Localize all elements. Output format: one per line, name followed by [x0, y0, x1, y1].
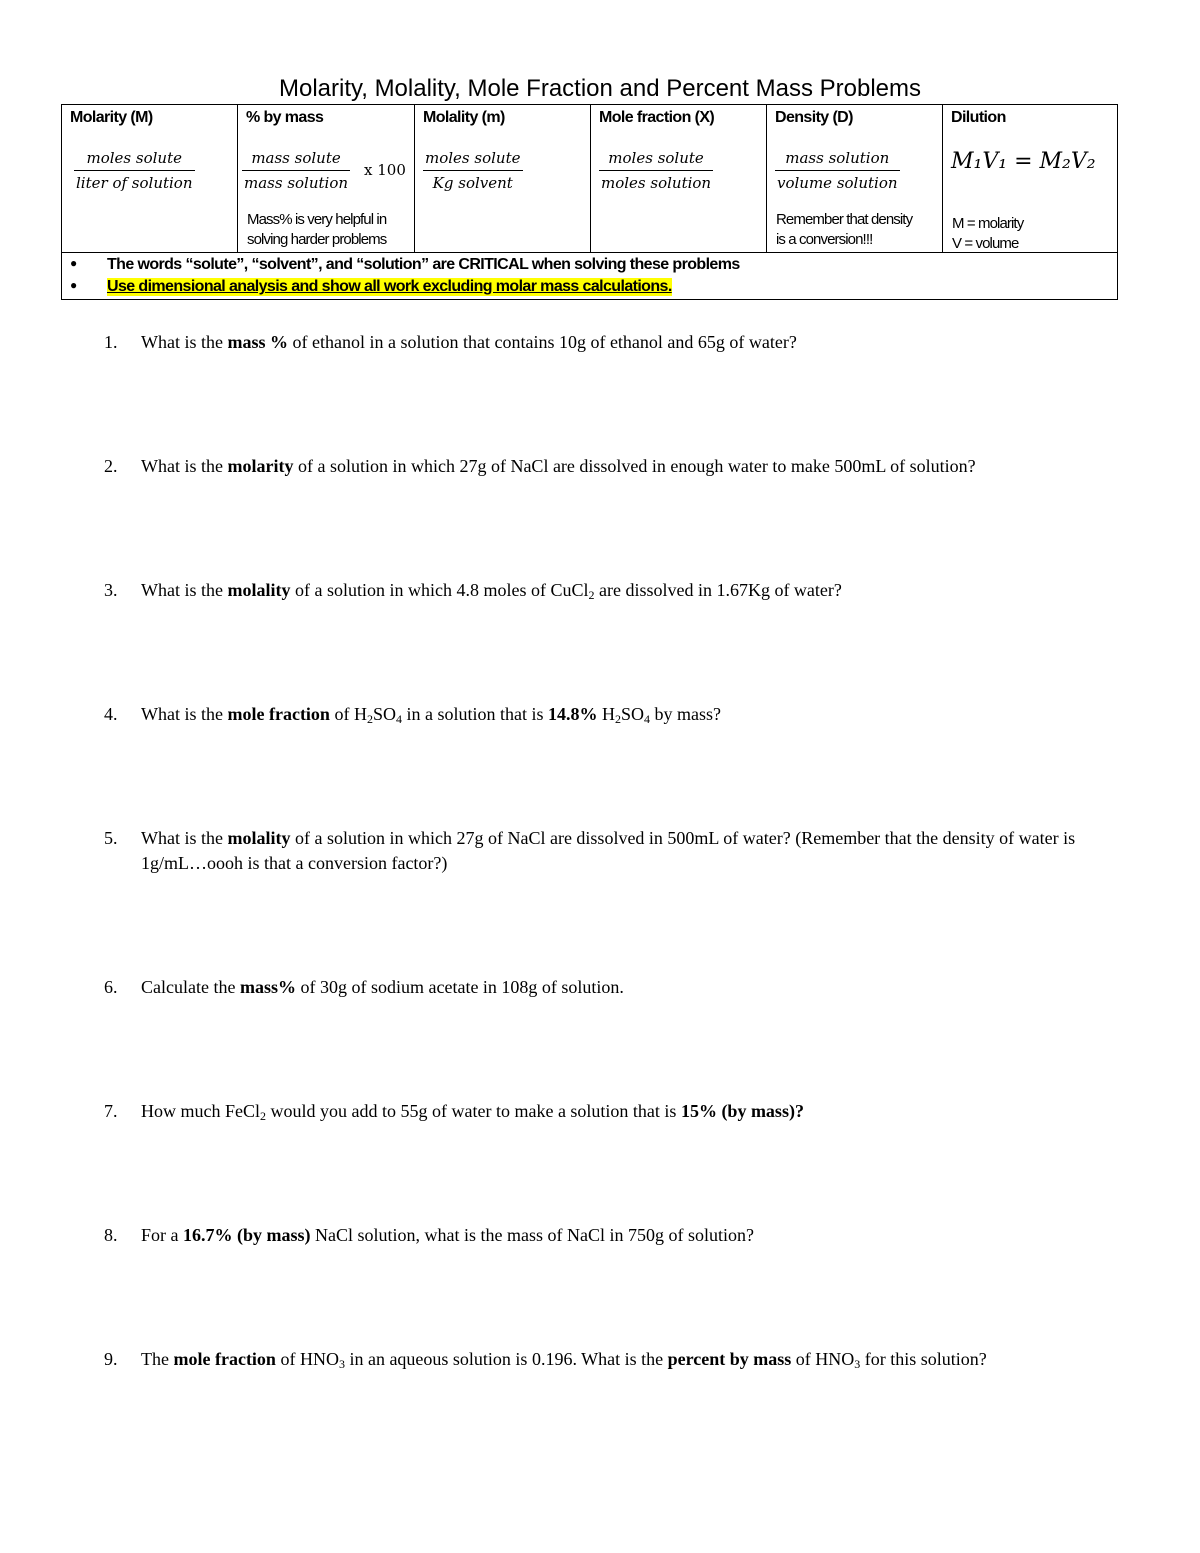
mole-fraction-header: Mole fraction (X)	[599, 109, 715, 126]
dilution-right: M₂V₂	[1039, 149, 1096, 174]
question-number: 1.	[104, 332, 118, 352]
mole-fraction-numerator: moles solute	[608, 149, 704, 167]
molality-numerator: moles solute	[425, 149, 521, 167]
question-number: 5.	[104, 828, 118, 848]
density-numerator: mass solution	[785, 149, 890, 167]
formula-table	[61, 104, 1118, 253]
question-number: 7.	[104, 1101, 118, 1121]
mole-fraction-formula	[599, 149, 713, 192]
tip-text-highlighted: Use dimensional analysis and show all work excluding molar mass calculations.	[107, 278, 672, 295]
density-note-line2: is a conversion!!!	[776, 231, 873, 248]
tip-text: The words “solute”, “solvent”, and “solution” are CRITICAL when solving these problems	[107, 256, 740, 273]
bullet-icon: ●	[70, 278, 77, 292]
molarity-header: Molarity (M)	[70, 109, 153, 126]
percent-mass-note-line2: solving harder problems	[247, 231, 387, 248]
dilution-note-line1: M = molarity	[952, 215, 1024, 232]
question-text: How much FeCl$_2$ would you add to 55g of water to make a solution that is 15% (by mass)?	[141, 1101, 804, 1123]
molarity-numerator: moles solute	[86, 149, 182, 167]
mole-fraction-denominator: moles solution	[599, 170, 713, 192]
density-denominator: volume solution	[775, 170, 900, 192]
question-text: Calculate the mass% of 30g of sodium acetate in 108g of solution.	[141, 977, 624, 997]
density-header: Density (D)	[775, 109, 853, 126]
percent-mass-denominator: mass solution	[242, 170, 350, 192]
molarity-denominator: liter of solution	[74, 170, 195, 192]
dilution-cell	[943, 105, 1117, 252]
dilution-equals: =	[1014, 149, 1033, 174]
percent-mass-multiplier: x 100	[364, 161, 406, 179]
molarity-formula	[74, 149, 195, 192]
question-text: What is the mole fraction of $H_2SO_4$ in a solution that is 14.8% $H_2SO_4$ by mass?	[141, 704, 721, 726]
density-formula	[775, 149, 900, 192]
question-text: What is the molality of a solution in which 27g of NaCl are dissolved in 500mL of water? (Remember that the density of water is 1g/mL…oooh is that a conversion factor?)	[141, 828, 1076, 873]
question-text: What is the molarity of a solution in which 27g of NaCl are dissolved in enough water to make 500mL of solution?	[141, 456, 976, 476]
question-number: 2.	[104, 456, 118, 476]
question-text: For a 16.7% (by mass) NaCl solution, what is the mass of NaCl in 750g of solution?	[141, 1225, 754, 1245]
dilution-note	[952, 214, 1023, 254]
question-number: 8.	[104, 1225, 118, 1245]
tips-box	[61, 253, 1118, 300]
question-text: What is the mass % of ethanol in a solution that contains 10g of ethanol and 65g of water?	[141, 332, 797, 352]
percent-mass-header: % by mass	[246, 109, 324, 126]
mole-fraction-cell	[591, 105, 767, 252]
molality-denominator: Kg solvent	[423, 170, 523, 192]
dilution-formula	[951, 149, 1096, 174]
question-number: 6.	[104, 977, 118, 997]
question-text: What is the molality of a solution in which 4.8 moles of CuCl$_2$ are dissolved in 1.67Kg of water?	[141, 580, 842, 602]
bullet-icon: ●	[70, 256, 77, 270]
percent-mass-cell	[238, 105, 415, 252]
question-number: 4.	[104, 704, 118, 724]
percent-mass-numerator: mass solute	[251, 149, 341, 167]
question-text: The mole fraction of $HNO_3$ in an aqueous solution is 0.196. What is the percent by mass of $HNO_3$ for this solution?	[141, 1349, 987, 1371]
density-note-line1: Remember that density	[776, 211, 913, 228]
dilution-header: Dilution	[951, 109, 1006, 126]
percent-mass-formula	[242, 149, 350, 192]
molality-cell	[415, 105, 591, 252]
molarity-cell	[62, 105, 238, 252]
dilution-note-line2: V = volume	[952, 235, 1019, 252]
density-cell	[767, 105, 943, 252]
density-note	[776, 210, 912, 250]
molality-formula	[423, 149, 523, 192]
question-number: 3.	[104, 580, 118, 600]
question-number: 9.	[104, 1349, 118, 1369]
dilution-left: M₁V₁	[951, 149, 1008, 174]
page-title: Molarity, Molality, Mole Fraction and Percent Mass Problems	[279, 75, 921, 102]
percent-mass-note	[247, 210, 386, 250]
percent-mass-note-line1: Mass% is very helpful in	[247, 211, 387, 228]
molality-header: Molality (m)	[423, 109, 505, 126]
